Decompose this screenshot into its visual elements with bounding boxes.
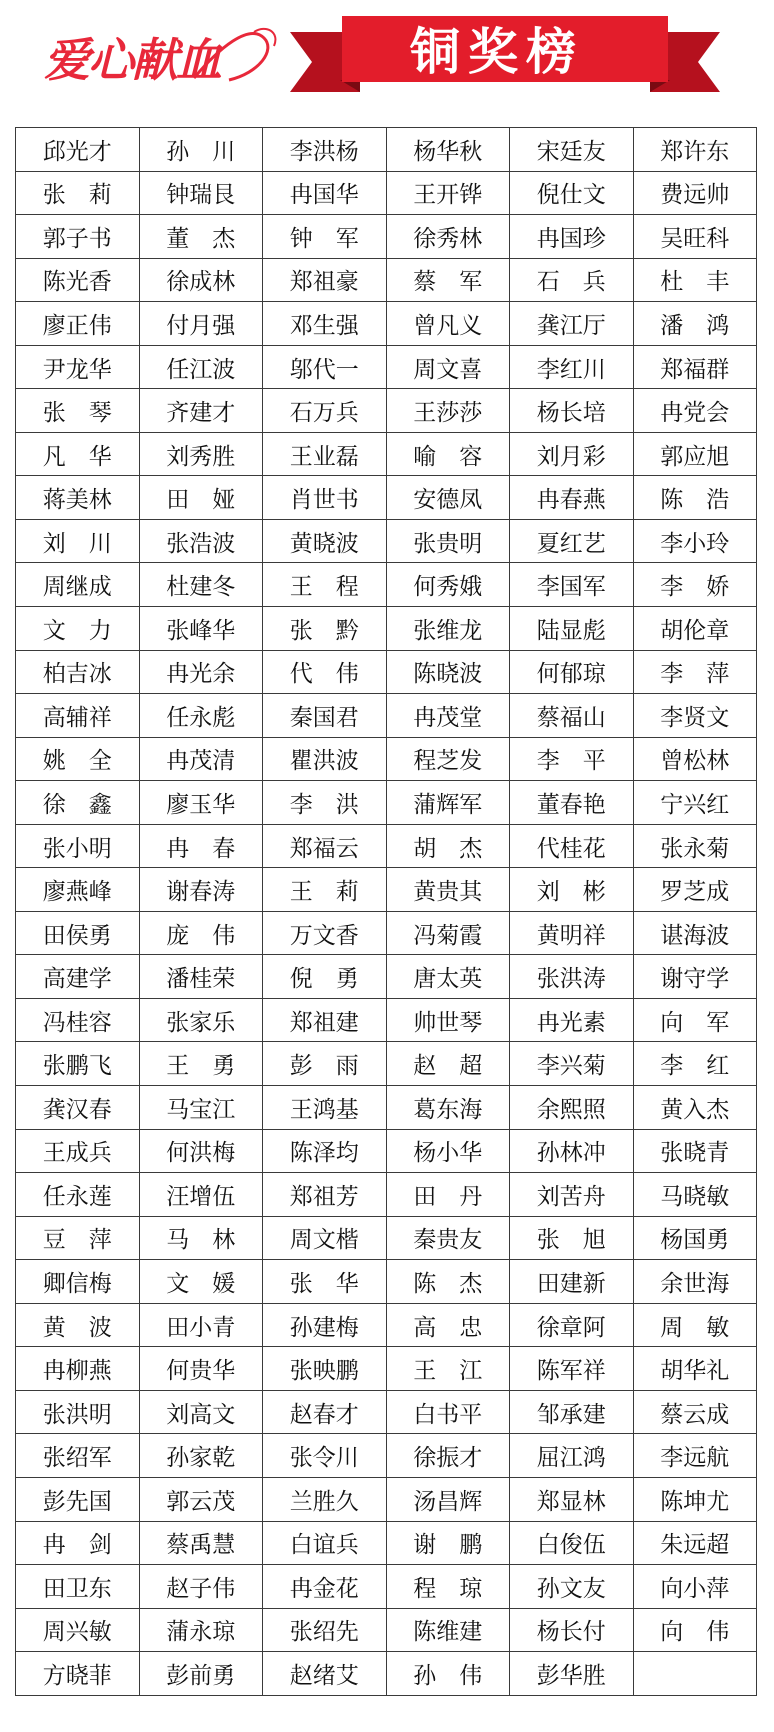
name-cell: 陈军祥 xyxy=(510,1347,634,1391)
name-cell: 刘苦舟 xyxy=(510,1173,634,1217)
table-row xyxy=(16,650,757,694)
name-cell: 王 勇 xyxy=(139,1042,263,1086)
name-cell: 周文楷 xyxy=(263,1216,387,1260)
name-cell: 赵绪艾 xyxy=(263,1652,387,1696)
table-row xyxy=(16,476,757,520)
name-cell: 何贵华 xyxy=(139,1347,263,1391)
table-row xyxy=(16,1173,757,1217)
table-row xyxy=(16,215,757,259)
name-cell: 肖世书 xyxy=(263,476,387,520)
name-cell: 张贵明 xyxy=(386,519,510,563)
name-cell: 倪 勇 xyxy=(263,955,387,999)
name-cell: 陈晓波 xyxy=(386,650,510,694)
name-cell: 任永彪 xyxy=(139,694,263,738)
table-row xyxy=(16,737,757,781)
name-cell: 徐章阿 xyxy=(510,1303,634,1347)
name-cell: 高辅祥 xyxy=(16,694,140,738)
table-row xyxy=(16,563,757,607)
name-cell: 代桂花 xyxy=(510,824,634,868)
name-cell: 谢春涛 xyxy=(139,868,263,912)
name-cell: 彭 雨 xyxy=(263,1042,387,1086)
name-cell: 周文喜 xyxy=(386,345,510,389)
table-row xyxy=(16,128,757,172)
name-cell: 谢 鹏 xyxy=(386,1521,510,1565)
table-row xyxy=(16,1086,757,1130)
name-cell: 张洪涛 xyxy=(510,955,634,999)
name-cell: 文 力 xyxy=(16,607,140,651)
table-row xyxy=(16,998,757,1042)
name-cell: 汤昌辉 xyxy=(386,1477,510,1521)
table-row xyxy=(16,1652,757,1696)
table-row xyxy=(16,302,757,346)
name-cell: 石 兵 xyxy=(510,258,634,302)
name-cell: 张晓青 xyxy=(633,1129,757,1173)
name-cell: 胡伦章 xyxy=(633,607,757,651)
name-cell: 凡 华 xyxy=(16,432,140,476)
name-cell: 张洪明 xyxy=(16,1390,140,1434)
name-cell: 邹承建 xyxy=(510,1390,634,1434)
name-cell: 赵春才 xyxy=(263,1390,387,1434)
name-cell: 高 忠 xyxy=(386,1303,510,1347)
name-cell: 卿信梅 xyxy=(16,1260,140,1304)
name-cell: 何秀娥 xyxy=(386,563,510,607)
name-cell: 秦国君 xyxy=(263,694,387,738)
name-cell: 彭先国 xyxy=(16,1477,140,1521)
name-cell: 徐秀林 xyxy=(386,215,510,259)
table-row xyxy=(16,389,757,433)
name-cell: 陆显彪 xyxy=(510,607,634,651)
name-cell: 孙建梅 xyxy=(263,1303,387,1347)
name-cell: 胡华礼 xyxy=(633,1347,757,1391)
name-cell: 邓生强 xyxy=(263,302,387,346)
name-cell: 程芝发 xyxy=(386,737,510,781)
name-cell: 张 琴 xyxy=(16,389,140,433)
name-cell: 周继成 xyxy=(16,563,140,607)
table-row xyxy=(16,258,757,302)
name-cell: 陈泽均 xyxy=(263,1129,387,1173)
table-row xyxy=(16,1565,757,1609)
table-row xyxy=(16,1042,757,1086)
name-cell: 王 江 xyxy=(386,1347,510,1391)
name-cell: 冉春燕 xyxy=(510,476,634,520)
name-cell: 陈坤尤 xyxy=(633,1477,757,1521)
name-cell: 汪增伍 xyxy=(139,1173,263,1217)
name-cell: 张绍先 xyxy=(263,1608,387,1652)
name-cell: 孙 伟 xyxy=(386,1652,510,1696)
name-cell: 冉 春 xyxy=(139,824,263,868)
name-cell: 谌海波 xyxy=(633,911,757,955)
name-cell: 李 平 xyxy=(510,737,634,781)
name-cell: 廖燕峰 xyxy=(16,868,140,912)
name-cell: 张 莉 xyxy=(16,171,140,215)
name-cell: 陈光香 xyxy=(16,258,140,302)
name-cell: 蔡禹慧 xyxy=(139,1521,263,1565)
page-title: 铜奖榜 xyxy=(410,23,584,81)
name-cell: 冯桂容 xyxy=(16,998,140,1042)
table-row xyxy=(16,1303,757,1347)
name-cell: 郭应旭 xyxy=(633,432,757,476)
name-cell: 张浩波 xyxy=(139,519,263,563)
name-cell: 田 娅 xyxy=(139,476,263,520)
name-cell: 李国军 xyxy=(510,563,634,607)
name-cell: 刘月彩 xyxy=(510,432,634,476)
name-cell: 冉国华 xyxy=(263,171,387,215)
name-cell: 钟 军 xyxy=(263,215,387,259)
name-cell: 廖玉华 xyxy=(139,781,263,825)
name-cell: 罗芝成 xyxy=(633,868,757,912)
name-cell: 白谊兵 xyxy=(263,1521,387,1565)
name-cell: 赵 超 xyxy=(386,1042,510,1086)
name-cell: 蔡 军 xyxy=(386,258,510,302)
name-cell: 张峰华 xyxy=(139,607,263,651)
name-cell: 冉光素 xyxy=(510,998,634,1042)
name-cell: 张映鹏 xyxy=(263,1347,387,1391)
name-cell: 马宝江 xyxy=(139,1086,263,1130)
name-cell: 邬代一 xyxy=(263,345,387,389)
name-cell: 方晓菲 xyxy=(16,1652,140,1696)
name-cell: 夏红艺 xyxy=(510,519,634,563)
name-cell: 潘 鸿 xyxy=(633,302,757,346)
name-cell: 屈江鸿 xyxy=(510,1434,634,1478)
table-row xyxy=(16,1216,757,1260)
name-cell: 黄贵其 xyxy=(386,868,510,912)
table-row xyxy=(16,955,757,999)
page-header xyxy=(0,0,774,110)
name-cell: 张 黔 xyxy=(263,607,387,651)
name-cell: 张鹏飞 xyxy=(16,1042,140,1086)
table-row xyxy=(16,1129,757,1173)
name-cell: 文 媛 xyxy=(139,1260,263,1304)
name-cell: 李兴菊 xyxy=(510,1042,634,1086)
name-cell: 王鸿基 xyxy=(263,1086,387,1130)
name-cell: 张绍军 xyxy=(16,1434,140,1478)
name-cell: 郑许东 xyxy=(633,128,757,172)
name-cell: 余熙照 xyxy=(510,1086,634,1130)
table-row xyxy=(16,171,757,215)
name-cell: 冉党会 xyxy=(633,389,757,433)
table-row xyxy=(16,345,757,389)
name-cell: 龚江厅 xyxy=(510,302,634,346)
honor-roll-table xyxy=(15,127,757,1696)
name-cell: 杨长培 xyxy=(510,389,634,433)
name-cell: 孙家乾 xyxy=(139,1434,263,1478)
name-cell: 杜建冬 xyxy=(139,563,263,607)
name-cell: 宁兴红 xyxy=(633,781,757,825)
name-cell: 蔡云成 xyxy=(633,1390,757,1434)
name-cell: 张令川 xyxy=(263,1434,387,1478)
name-cell: 何郁琼 xyxy=(510,650,634,694)
name-cell: 任永莲 xyxy=(16,1173,140,1217)
name-cell: 朱远超 xyxy=(633,1521,757,1565)
table-row xyxy=(16,1608,757,1652)
name-cell: 张维龙 xyxy=(386,607,510,651)
table-row xyxy=(16,607,757,651)
name-cell: 孙文友 xyxy=(510,1565,634,1609)
name-cell: 李小玲 xyxy=(633,519,757,563)
name-cell: 徐 鑫 xyxy=(16,781,140,825)
name-cell: 齐建才 xyxy=(139,389,263,433)
name-cell: 白书平 xyxy=(386,1390,510,1434)
name-cell: 郑福云 xyxy=(263,824,387,868)
name-cell: 冉柳燕 xyxy=(16,1347,140,1391)
name-cell: 宋廷友 xyxy=(510,128,634,172)
name-cell: 费远帅 xyxy=(633,171,757,215)
name-cell: 刘 川 xyxy=(16,519,140,563)
name-cell: 郭云茂 xyxy=(139,1477,263,1521)
name-cell: 李远航 xyxy=(633,1434,757,1478)
name-cell: 杨小华 xyxy=(386,1129,510,1173)
name-cell: 代 伟 xyxy=(263,650,387,694)
table-row xyxy=(16,1260,757,1304)
name-cell: 彭前勇 xyxy=(139,1652,263,1696)
name-cell: 曾松林 xyxy=(633,737,757,781)
table-row xyxy=(16,694,757,738)
table-row xyxy=(16,432,757,476)
table-row xyxy=(16,781,757,825)
name-cell: 杨长付 xyxy=(510,1608,634,1652)
name-cell: 任江波 xyxy=(139,345,263,389)
name-cell: 董春艳 xyxy=(510,781,634,825)
name-cell: 郑福群 xyxy=(633,345,757,389)
name-cell: 黄明祥 xyxy=(510,911,634,955)
name-cell: 曾凡义 xyxy=(386,302,510,346)
name-cell: 吴旺科 xyxy=(633,215,757,259)
name-cell: 胡 杰 xyxy=(386,824,510,868)
name-cell: 田 丹 xyxy=(386,1173,510,1217)
name-cell: 帅世琴 xyxy=(386,998,510,1042)
name-cell: 郑祖建 xyxy=(263,998,387,1042)
name-cell: 刘秀胜 xyxy=(139,432,263,476)
name-cell: 郑显林 xyxy=(510,1477,634,1521)
name-cell: 张 旭 xyxy=(510,1216,634,1260)
name-cell: 郑祖芳 xyxy=(263,1173,387,1217)
name-cell: 姚 全 xyxy=(16,737,140,781)
name-cell: 余世海 xyxy=(633,1260,757,1304)
name-cell: 李 娇 xyxy=(633,563,757,607)
name-cell: 王 程 xyxy=(263,563,387,607)
name-cell: 葛东海 xyxy=(386,1086,510,1130)
table-row xyxy=(16,824,757,868)
name-cell: 向小萍 xyxy=(633,1565,757,1609)
table-row xyxy=(16,1390,757,1434)
name-cell: 何洪梅 xyxy=(139,1129,263,1173)
name-cell: 田小青 xyxy=(139,1303,263,1347)
name-cell: 田侯勇 xyxy=(16,911,140,955)
name-cell xyxy=(633,1652,757,1696)
name-cell: 杨国勇 xyxy=(633,1216,757,1260)
name-cell: 冉茂堂 xyxy=(386,694,510,738)
name-cell: 兰胜久 xyxy=(263,1477,387,1521)
name-cell: 王开铧 xyxy=(386,171,510,215)
name-cell: 蒲永琼 xyxy=(139,1608,263,1652)
name-cell: 喻 容 xyxy=(386,432,510,476)
name-cell: 张 华 xyxy=(263,1260,387,1304)
name-cell: 杨华秋 xyxy=(386,128,510,172)
blood-donation-logo xyxy=(44,18,284,98)
name-cell: 马晓敏 xyxy=(633,1173,757,1217)
name-cell: 蒲辉军 xyxy=(386,781,510,825)
name-cell: 冉国珍 xyxy=(510,215,634,259)
name-cell: 徐成林 xyxy=(139,258,263,302)
name-cell: 程 琼 xyxy=(386,1565,510,1609)
name-cell: 冉茂清 xyxy=(139,737,263,781)
name-cell: 廖正伟 xyxy=(16,302,140,346)
name-cell: 谢守学 xyxy=(633,955,757,999)
name-cell: 陈维建 xyxy=(386,1608,510,1652)
honor-roll-body xyxy=(16,128,757,1696)
table-row xyxy=(16,911,757,955)
name-cell: 张永菊 xyxy=(633,824,757,868)
name-cell: 冉金花 xyxy=(263,1565,387,1609)
name-cell: 田建新 xyxy=(510,1260,634,1304)
name-cell: 王成兵 xyxy=(16,1129,140,1173)
name-cell: 潘桂荣 xyxy=(139,955,263,999)
name-cell: 郑祖豪 xyxy=(263,258,387,302)
name-cell: 豆 萍 xyxy=(16,1216,140,1260)
name-cell: 刘 彬 xyxy=(510,868,634,912)
name-cell: 倪仕文 xyxy=(510,171,634,215)
name-cell: 陈 浩 xyxy=(633,476,757,520)
name-cell: 白俊伍 xyxy=(510,1521,634,1565)
name-cell: 周 敏 xyxy=(633,1303,757,1347)
name-cell: 马 林 xyxy=(139,1216,263,1260)
name-cell: 向 伟 xyxy=(633,1608,757,1652)
name-cell: 蔡福山 xyxy=(510,694,634,738)
name-cell: 安德凤 xyxy=(386,476,510,520)
name-cell: 王莎莎 xyxy=(386,389,510,433)
table-row xyxy=(16,1521,757,1565)
name-cell: 柏吉冰 xyxy=(16,650,140,694)
name-cell: 钟瑞艮 xyxy=(139,171,263,215)
name-cell: 庞 伟 xyxy=(139,911,263,955)
name-cell: 王业磊 xyxy=(263,432,387,476)
name-cell: 彭华胜 xyxy=(510,1652,634,1696)
name-cell: 唐太英 xyxy=(386,955,510,999)
table-row xyxy=(16,1477,757,1521)
name-cell: 黄晓波 xyxy=(263,519,387,563)
name-cell: 邱光才 xyxy=(16,128,140,172)
name-cell: 张小明 xyxy=(16,824,140,868)
name-cell: 李 洪 xyxy=(263,781,387,825)
table-row xyxy=(16,868,757,912)
name-cell: 李 萍 xyxy=(633,650,757,694)
name-cell: 向 军 xyxy=(633,998,757,1042)
name-cell: 刘高文 xyxy=(139,1390,263,1434)
name-cell: 李洪杨 xyxy=(263,128,387,172)
name-cell: 石万兵 xyxy=(263,389,387,433)
logo-text: 爱心献血 xyxy=(44,33,220,87)
name-cell: 徐振才 xyxy=(386,1434,510,1478)
name-cell: 董 杰 xyxy=(139,215,263,259)
name-cell: 张家乐 xyxy=(139,998,263,1042)
name-cell: 高建学 xyxy=(16,955,140,999)
table-row xyxy=(16,1347,757,1391)
name-cell: 冉 剑 xyxy=(16,1521,140,1565)
name-cell: 杜 丰 xyxy=(633,258,757,302)
name-cell: 尹龙华 xyxy=(16,345,140,389)
name-cell: 周兴敏 xyxy=(16,1608,140,1652)
name-cell: 秦贵友 xyxy=(386,1216,510,1260)
name-cell: 蒋美林 xyxy=(16,476,140,520)
table-row xyxy=(16,1434,757,1478)
name-cell: 冉光余 xyxy=(139,650,263,694)
name-cell: 李红川 xyxy=(510,345,634,389)
name-cell: 郭子书 xyxy=(16,215,140,259)
name-cell: 赵子伟 xyxy=(139,1565,263,1609)
name-cell: 万文香 xyxy=(263,911,387,955)
name-cell: 孙林冲 xyxy=(510,1129,634,1173)
table-row xyxy=(16,519,757,563)
name-cell: 田卫东 xyxy=(16,1565,140,1609)
name-cell: 陈 杰 xyxy=(386,1260,510,1304)
name-cell: 李 红 xyxy=(633,1042,757,1086)
name-cell: 瞿洪波 xyxy=(263,737,387,781)
name-cell: 龚汉春 xyxy=(16,1086,140,1130)
name-cell: 黄 波 xyxy=(16,1303,140,1347)
name-cell: 付月强 xyxy=(139,302,263,346)
name-cell: 黄入杰 xyxy=(633,1086,757,1130)
name-cell: 孙 川 xyxy=(139,128,263,172)
name-cell: 冯菊霞 xyxy=(386,911,510,955)
name-cell: 李贤文 xyxy=(633,694,757,738)
name-cell: 王 莉 xyxy=(263,868,387,912)
